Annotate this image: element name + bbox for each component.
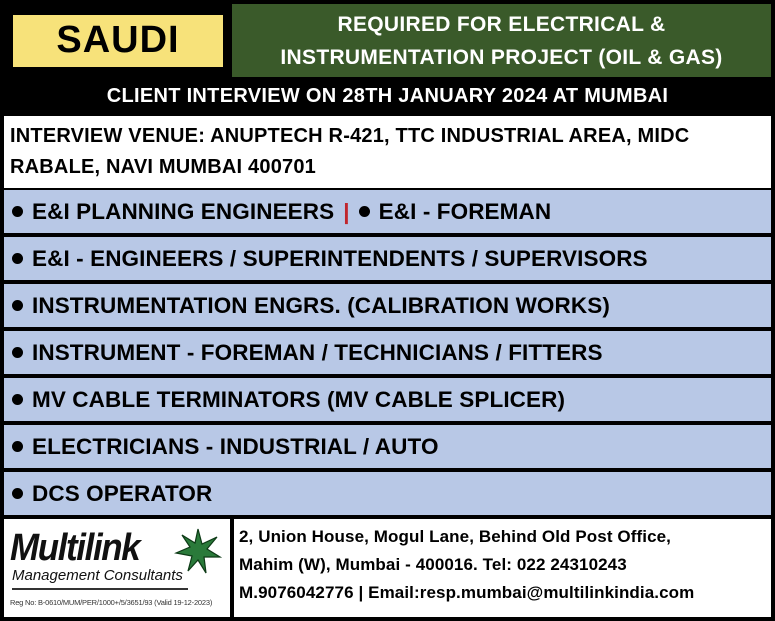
bullet-icon [12,300,23,311]
separator: | [343,198,350,224]
address-line2: Mahim (W), Mumbai - 400016. Tel: 022 24310243 [239,555,627,574]
position-label: INSTRUMENTATION ENGRS. (CALIBRATION WORKS) [32,292,610,318]
position-item [4,425,771,468]
position-label: DCS OPERATOR [32,480,213,506]
project-title-line1: REQUIRED FOR ELECTRICAL & [337,12,666,36]
bullet-icon [12,206,23,217]
interview-venue [4,116,771,188]
interview-date: CLIENT INTERVIEW ON 28TH JANUARY 2024 AT MUMBAI [4,78,771,114]
position-label: E&I PLANNING ENGINEERS [32,198,335,224]
registration-number: Reg No: B-0610/MUM/PER/1000+/5/3651/93 (Valid 19-12-2023) [10,598,213,607]
position-label: ELECTRICIANS - INDUSTRIAL / AUTO [32,433,439,459]
position-label: E&I - ENGINEERS / SUPERINTENDENTS / SUPERVISORS [32,245,648,271]
country-panel [4,4,232,77]
position-label: MV CABLE TERMINATORS (MV CABLE SPLICER) [32,386,566,412]
bullet-icon [12,253,23,264]
venue-line1: INTERVIEW VENUE: ANUPTECH R-421, TTC INDUSTRIAL AREA, MIDC [10,125,690,147]
position-item [4,378,771,421]
bullet-icon [12,488,23,499]
header [4,4,771,77]
country-label: SAUDI [13,15,223,67]
bullet-icon [12,347,23,358]
position-item [4,190,771,233]
project-title-line2: INSTRUMENTATION PROJECT (OIL & GAS) [280,45,723,69]
bullet-icon [12,394,23,405]
logo-wordmark: Multilink [10,527,140,569]
bullet-icon [359,206,370,217]
position-item [4,284,771,327]
position-item [4,472,771,515]
logo-subtitle: Management Consultants [12,567,183,584]
position-label: E&I - FOREMAN [378,198,552,224]
company-logo [4,519,230,617]
address-line1: 2, Union House, Mogul Lane, Behind Old Post Office, [239,527,672,546]
project-title [232,4,771,77]
venue-line2: RABALE, NAVI MUMBAI 400701 [10,156,317,178]
logo-divider [12,588,188,590]
bullet-icon [12,441,23,452]
footer [4,519,771,617]
position-item [4,237,771,280]
position-item [4,331,771,374]
company-address [234,519,771,617]
position-label: INSTRUMENT - FOREMAN / TECHNICIANS / FITTERS [32,339,603,365]
address-line3: M.9076042776 | Email:resp.mumbai@multilinkindia.com [239,583,695,602]
